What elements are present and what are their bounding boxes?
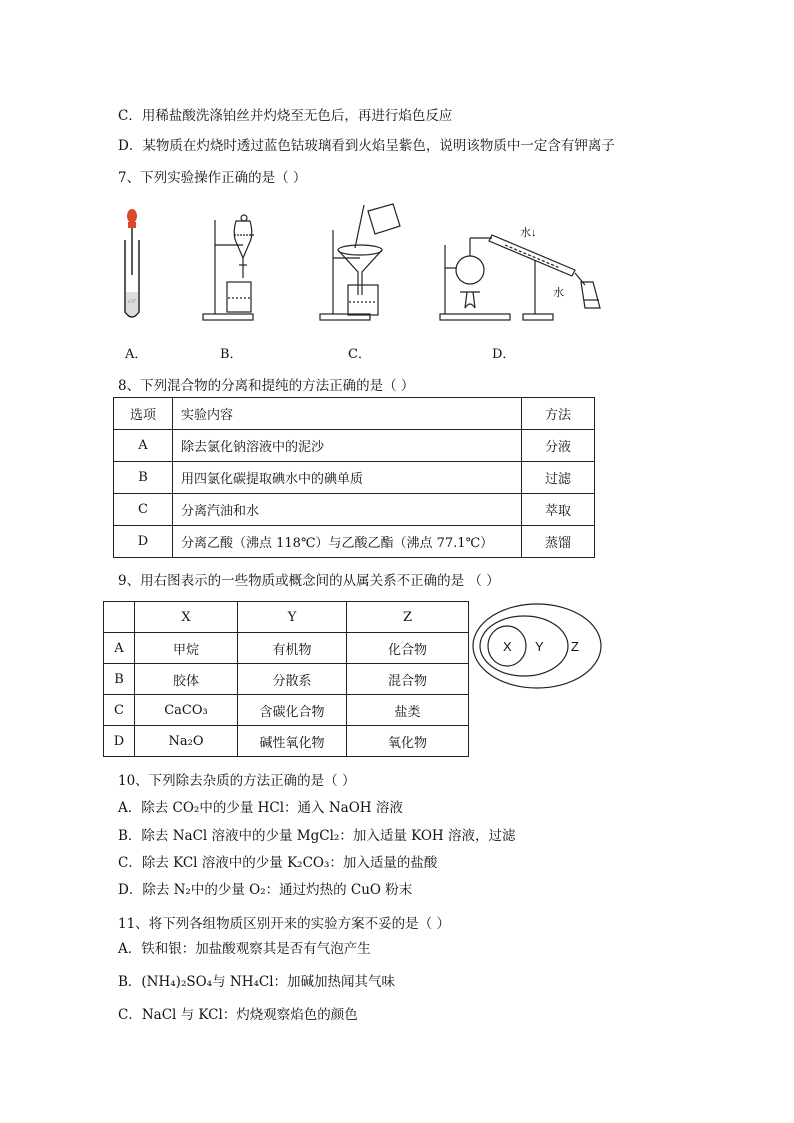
cell-x: 胶体 bbox=[135, 664, 238, 695]
header-option: 选项 bbox=[114, 398, 173, 430]
option-6d: D．某物质在灼烧时透过蓝色钴玻璃看到火焰呈紫色，说明该物质中一定含有钾离子 bbox=[118, 138, 615, 154]
option-10a: A．除去 CO₂中的少量 HCl：通入 NaOH 溶液 bbox=[118, 800, 403, 816]
option-10d: D．除去 N₂中的少量 O₂：通过灼热的 CuO 粉末 bbox=[118, 882, 413, 898]
question-7-stem: 7、下列实验操作正确的是（ ） bbox=[118, 170, 307, 186]
cell-z: 混合物 bbox=[347, 664, 469, 695]
venn-label-z: Z bbox=[571, 639, 579, 654]
cell-option: D bbox=[114, 526, 173, 558]
table-header-row bbox=[114, 398, 595, 430]
table-row bbox=[104, 633, 469, 664]
question-8-stem: 8、下列混合物的分离和提纯的方法正确的是（ ） bbox=[118, 378, 415, 394]
option-7c-label: C． bbox=[348, 347, 371, 362]
cell-option: C bbox=[104, 695, 135, 726]
option-7a-label: A． bbox=[125, 347, 148, 362]
option-11c: C．NaCl 与 KCl：灼烧观察焰色的颜色 bbox=[118, 1007, 358, 1023]
cell-content: 除去氯化钠溶液中的泥沙 bbox=[173, 430, 522, 462]
cell-option: B bbox=[104, 664, 135, 695]
dropper-test-tube-figure bbox=[125, 209, 139, 317]
header-z: Z bbox=[347, 602, 469, 633]
option-11a: A．铁和银：加盐酸观察其是否有气泡产生 bbox=[118, 941, 371, 957]
venn-label-y: Y bbox=[535, 639, 544, 654]
cell-y: 分散系 bbox=[238, 664, 347, 695]
water-out-label: 水 bbox=[553, 287, 564, 299]
apparatus-figure bbox=[115, 200, 615, 330]
table-row bbox=[114, 494, 595, 526]
cell-option: B bbox=[114, 462, 173, 494]
cell-option: A bbox=[114, 430, 173, 462]
cell-option: D bbox=[104, 726, 135, 757]
option-6c: C．用稀盐酸洗涤铂丝并灼烧至无色后，再进行焰色反应 bbox=[118, 108, 453, 124]
cell-z: 化合物 bbox=[347, 633, 469, 664]
cell-method: 分液 bbox=[522, 430, 595, 462]
cell-option: C bbox=[114, 494, 173, 526]
table-row bbox=[104, 726, 469, 757]
cell-content: 用四氯化碳提取碘水中的碘单质 bbox=[173, 462, 522, 494]
header-y: Y bbox=[238, 602, 347, 633]
cell-z: 氧化物 bbox=[347, 726, 469, 757]
cell-x: Na₂O bbox=[135, 726, 238, 757]
filtration-funnel-figure bbox=[320, 204, 400, 320]
separatory-funnel-figure bbox=[203, 215, 254, 320]
q9-table bbox=[103, 601, 469, 757]
table-row bbox=[114, 526, 595, 558]
cell-content: 分离汽油和水 bbox=[173, 494, 522, 526]
distillation-apparatus-figure bbox=[440, 235, 600, 320]
cell-method: 蒸馏 bbox=[522, 526, 595, 558]
venn-diagram bbox=[470, 600, 610, 690]
option-7b-label: B． bbox=[220, 347, 243, 362]
table-row bbox=[104, 695, 469, 726]
table-row bbox=[104, 664, 469, 695]
option-10b: B．除去 NaCl 溶液中的少量 MgCl₂：加入适量 KOH 溶液，过滤 bbox=[118, 828, 516, 844]
venn-label-x: X bbox=[503, 639, 512, 654]
cell-z: 盐类 bbox=[347, 695, 469, 726]
svg-text:∴∵: ∴∵ bbox=[128, 298, 136, 305]
q8-table bbox=[113, 397, 595, 558]
cell-y: 有机物 bbox=[238, 633, 347, 664]
question-10-stem: 10、下列除去杂质的方法正确的是（ ） bbox=[118, 773, 356, 789]
header-x: X bbox=[135, 602, 238, 633]
question-11-stem: 11、将下列各组物质区别开来的实验方案不妥的是（ ） bbox=[118, 916, 450, 932]
header-method: 方法 bbox=[522, 398, 595, 430]
option-7d-label: D． bbox=[492, 347, 516, 362]
cell-option: A bbox=[104, 633, 135, 664]
cell-method: 过滤 bbox=[522, 462, 595, 494]
cell-x: CaCO₃ bbox=[135, 695, 238, 726]
cell-y: 含碳化合物 bbox=[238, 695, 347, 726]
question-9-stem: 9、用右图表示的一些物质或概念间的从属关系不正确的是 （ ） bbox=[118, 573, 500, 589]
option-10c: C．除去 KCl 溶液中的少量 K₂CO₃：加入适量的盐酸 bbox=[118, 855, 438, 871]
header-blank bbox=[104, 602, 135, 633]
table-row bbox=[114, 430, 595, 462]
table-row bbox=[114, 462, 595, 494]
cell-method: 萃取 bbox=[522, 494, 595, 526]
water-in-label: 水↓ bbox=[520, 227, 537, 239]
table-header-row bbox=[104, 602, 469, 633]
option-11b: B．(NH₄)₂SO₄与 NH₄Cl：加碱加热闻其气味 bbox=[118, 974, 396, 990]
header-content: 实验内容 bbox=[173, 398, 522, 430]
cell-y: 碱性氧化物 bbox=[238, 726, 347, 757]
cell-content: 分离乙酸（沸点 118℃）与乙酸乙酯（沸点 77.1℃） bbox=[173, 526, 522, 558]
cell-x: 甲烷 bbox=[135, 633, 238, 664]
